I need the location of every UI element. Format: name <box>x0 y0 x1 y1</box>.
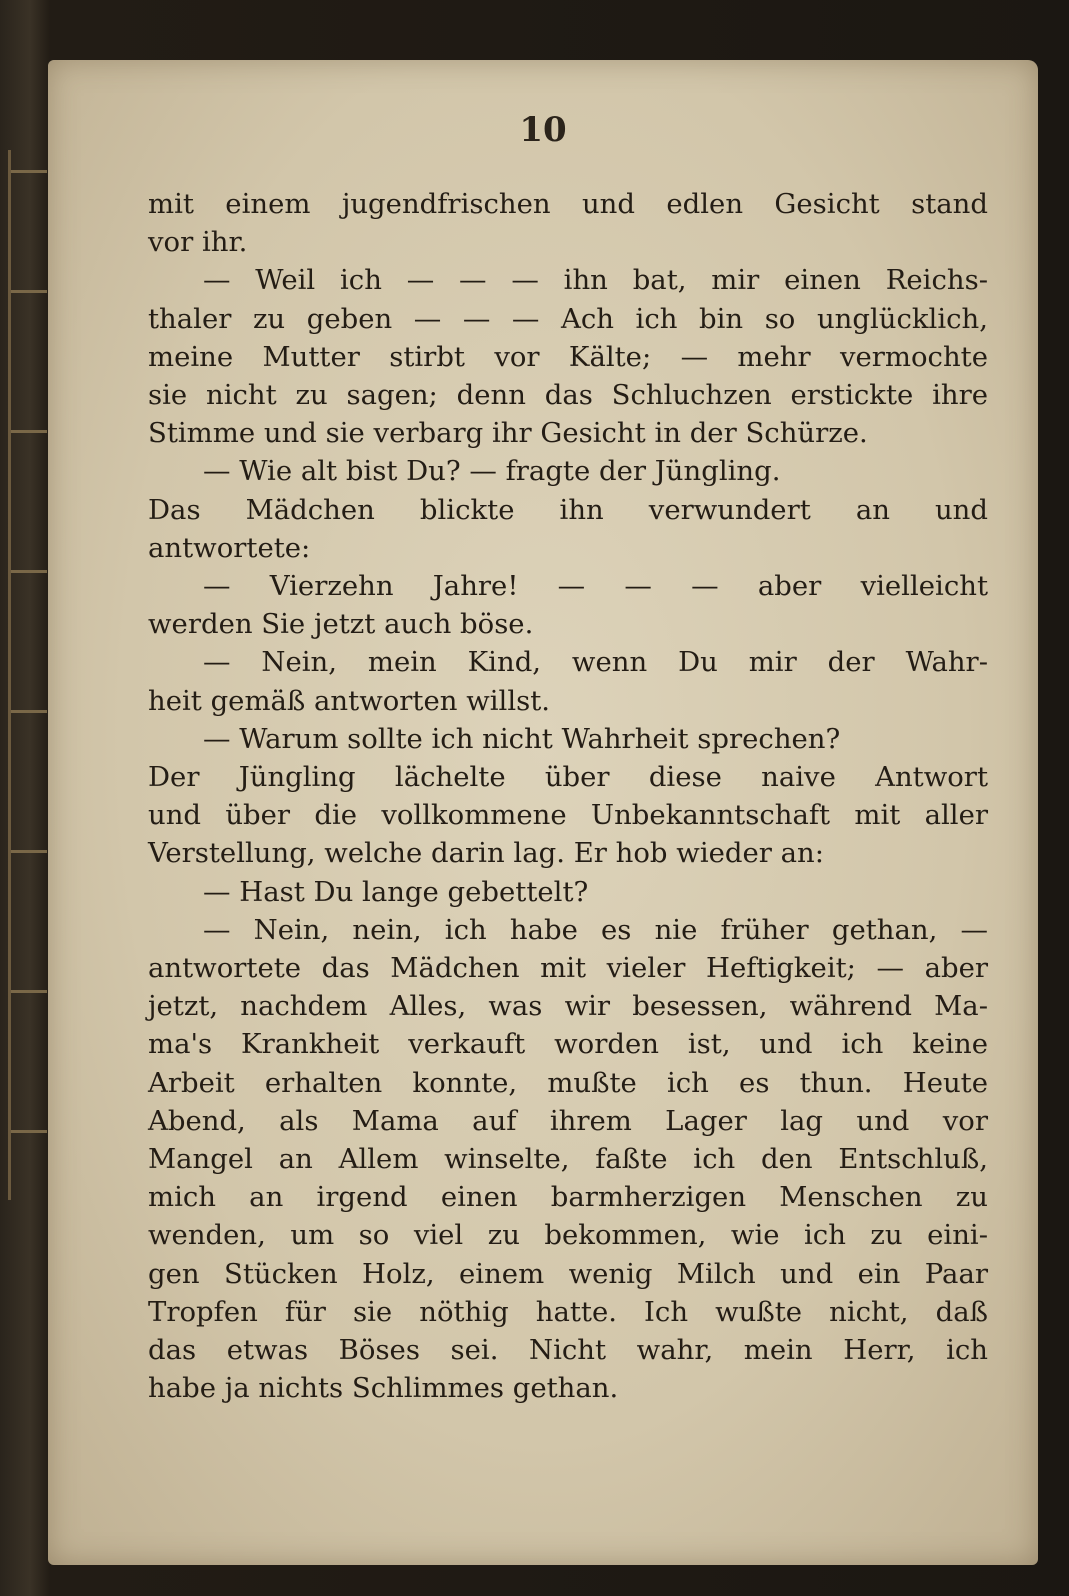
text-line: gen Stücken Holz, einem wenig Milch und ein Paar <box>148 1257 988 1290</box>
text-line: — Wie alt bist Du? — fragte der Jüngling. <box>203 455 781 488</box>
text-line: Das Mädchen blickte ihn verwundert an und <box>148 493 988 526</box>
text-line: Arbeit erhalten konnte, mußte ich es thun. Heute <box>148 1066 988 1099</box>
text-line: das etwas Böses sei. Nicht wahr, mein Herr, ich <box>148 1334 988 1367</box>
text-line: — Nein, nein, ich habe es nie früher gethan, — <box>203 913 988 946</box>
text-line: wenden, um so viel zu bekommen, wie ich zu eini- <box>148 1219 988 1252</box>
text-line: sie nicht zu sagen; denn das Schluchzen erstickte ihre <box>148 379 988 412</box>
text-line: mit einem jugendfrischen und edlen Gesicht stand <box>148 188 988 220</box>
text-line: antwortete: <box>148 531 311 564</box>
text-line: und über die vollkommene Unbekanntschaft mit aller <box>148 799 988 832</box>
text-line: mich an irgend einen barmherzigen Menschen zu <box>148 1181 988 1214</box>
text-line: meine Mutter stirbt vor Kälte; — mehr vermochte <box>148 340 988 373</box>
text-line: — Weil ich — — — ihn bat, mir einen Reichs- <box>203 264 988 297</box>
text-line: habe ja nichts Schlimmes gethan. <box>148 1372 619 1405</box>
text-line: — Vierzehn Jahre! — — — aber vielleicht <box>203 570 988 603</box>
page-number: 10 <box>519 110 567 150</box>
text-line: ma's Krankheit verkauft worden ist, und ich keine <box>148 1028 988 1061</box>
text-line: vor ihr. <box>148 226 248 259</box>
book-spine-binding <box>8 150 51 1200</box>
text-line: thaler zu geben — — — Ach ich bin so unglücklich, <box>148 302 988 335</box>
page-text-block <box>148 185 988 1408</box>
text-line: Mangel an Allem winselte, faßte ich den Entschluß, <box>148 1143 988 1176</box>
text-line: Tropfen für sie nöthig hatte. Ich wußte nicht, daß <box>148 1295 988 1328</box>
text-line: Verstellung, welche darin lag. Er hob wieder an: <box>148 837 825 870</box>
text-line: Stimme und sie verbarg ihr Gesicht in der Schürze. <box>148 417 868 450</box>
book-page <box>48 60 1038 1565</box>
text-line: — Warum sollte ich nicht Wahrheit sprechen? <box>203 722 841 755</box>
text-line: Der Jüngling lächelte über diese naive Antwort <box>148 761 988 794</box>
text-line: antwortete das Mädchen mit vieler Heftigkeit; — aber <box>148 952 988 985</box>
text-line: jetzt, nachdem Alles, was wir besessen, während Ma- <box>148 990 988 1023</box>
text-line: werden Sie jetzt auch böse. <box>148 608 534 641</box>
text-line: heit gemäß antworten willst. <box>148 684 551 717</box>
text-line: Abend, als Mama auf ihrem Lager lag und vor <box>148 1104 988 1137</box>
text-line: — Nein, mein Kind, wenn Du mir der Wahr- <box>203 646 988 679</box>
text-line: — Hast Du lange gebettelt? <box>203 875 589 908</box>
